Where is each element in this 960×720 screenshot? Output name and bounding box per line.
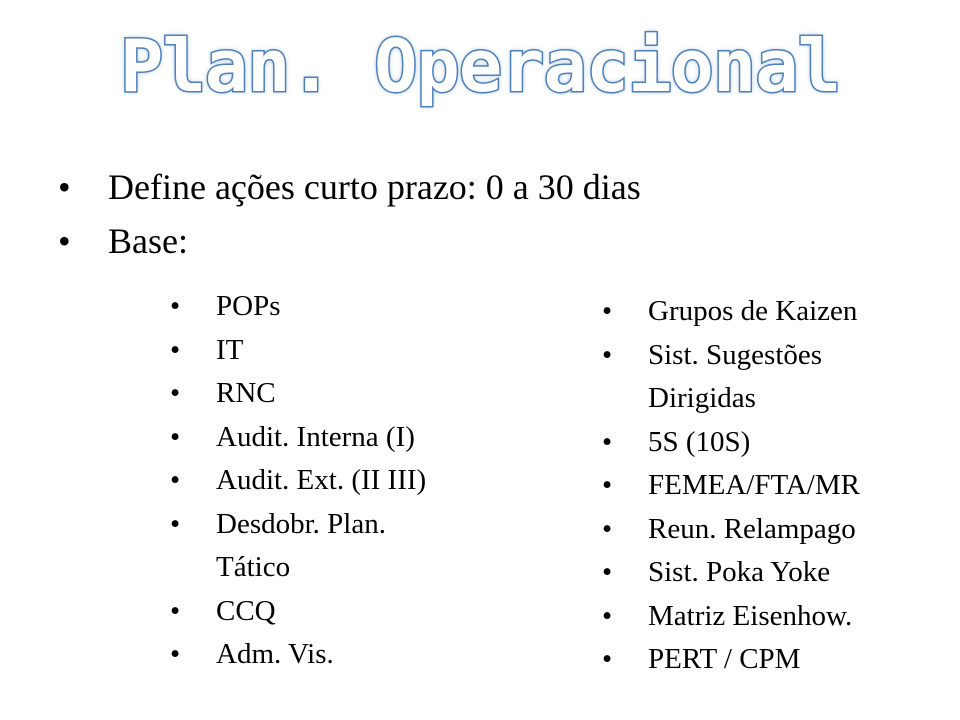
slide-title: Plan. Operacional — [120, 24, 840, 108]
list-item — [602, 638, 942, 682]
bullet-icon: • — [602, 599, 613, 632]
list-item — [602, 508, 942, 552]
list-item — [170, 633, 500, 677]
bullet-icon: • — [602, 643, 613, 675]
bullet-icon: • — [170, 377, 181, 409]
bullet-icon: • — [170, 507, 181, 540]
list-item — [170, 459, 500, 503]
list-item-text: Audit. Interna (I) — [216, 420, 415, 453]
list-item-text: RNC — [216, 377, 276, 409]
list-item-text: Sist. Sugestões — [648, 338, 823, 371]
list-item — [602, 464, 942, 508]
list-item-text: POPs — [216, 290, 281, 322]
list-item-text: Sist. Poka Yoke — [648, 556, 831, 588]
left-sub-bullet-list — [170, 285, 500, 677]
list-item-text: Reun. Relampago — [648, 512, 856, 545]
list-item — [602, 334, 942, 421]
bullet-icon: • — [170, 290, 181, 322]
bullet-icon: • — [602, 556, 613, 588]
list-item-text: Adm. Vis. — [216, 638, 334, 670]
list-item — [170, 329, 500, 373]
bullet-icon: • — [170, 594, 181, 627]
list-item-text: PERT / CPM — [648, 643, 801, 675]
bullet-icon: • — [170, 638, 181, 670]
bullet-icon: • — [602, 469, 613, 501]
list-item-text-continued: Dirigidas — [648, 382, 756, 414]
bullet-icon: • — [602, 425, 613, 458]
list-item-text: FEMEA/FTA/MR — [648, 469, 860, 501]
bullet-icon: • — [170, 420, 181, 453]
list-item-text: CCQ — [216, 594, 276, 627]
list-item — [170, 372, 500, 416]
list-item-text: Desdobr. Plan. — [216, 507, 386, 540]
list-item — [170, 590, 500, 634]
list-item-text-continued: Tático — [216, 551, 291, 583]
bullet-icon: • — [170, 333, 181, 366]
list-item-text: Matriz Eisenhow. — [648, 599, 853, 632]
bullet-icon: • — [58, 221, 71, 261]
bullet-icon: • — [170, 464, 181, 496]
list-item — [602, 290, 942, 334]
main-bullet-list — [58, 160, 641, 268]
list-item — [170, 416, 500, 460]
bullet-icon: • — [58, 167, 71, 207]
list-item-text: Grupos de Kaizen — [648, 295, 858, 327]
bullet-icon: • — [602, 338, 613, 371]
right-sub-bullet-list — [602, 290, 942, 682]
bullet-icon: • — [602, 295, 613, 327]
main-bullet-text: Base: — [108, 221, 188, 261]
main-bullet-text: Define ações curto prazo: 0 a 30 dias — [108, 167, 641, 207]
list-item-text: 5S (10S) — [648, 425, 751, 458]
list-item — [170, 285, 500, 329]
main-bullet-item-base — [58, 214, 641, 268]
main-bullet-item-define — [58, 160, 641, 214]
list-item-text: Audit. Ext. (II III) — [216, 464, 427, 496]
list-item — [602, 421, 942, 465]
list-item-text: IT — [216, 333, 244, 366]
list-item — [602, 551, 942, 595]
list-item — [170, 503, 500, 590]
list-item — [602, 595, 942, 639]
bullet-icon: • — [602, 512, 613, 545]
